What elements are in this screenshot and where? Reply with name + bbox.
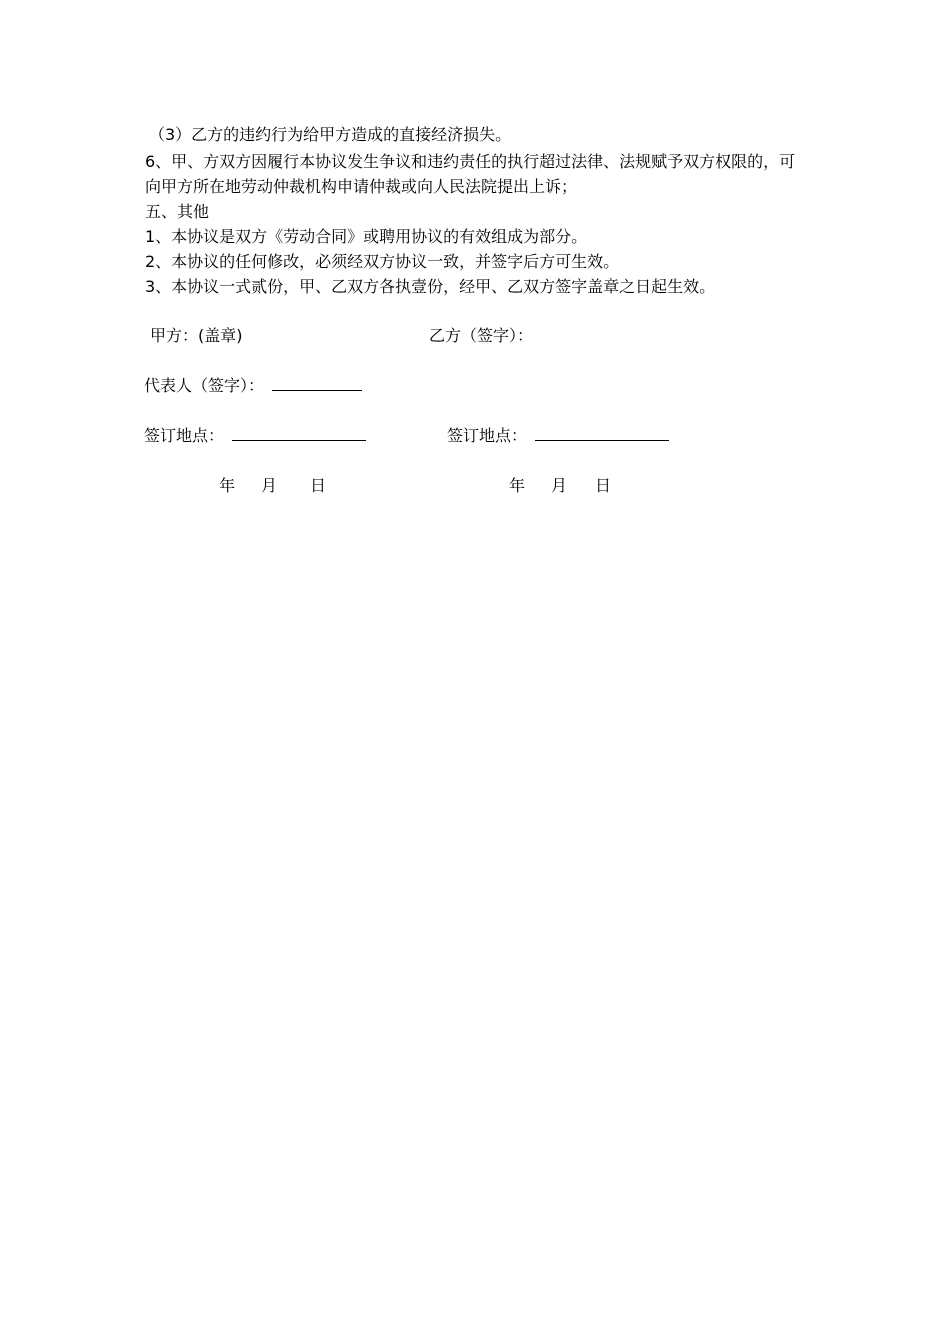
date-a-day: 日 (310, 476, 327, 495)
representative-label: 代表人（签字）： (144, 376, 265, 395)
paragraph-clause-3: （3）乙方的违约行为给甲方造成的直接经济损失。 (149, 125, 512, 144)
date-a-month: 月 (261, 476, 278, 495)
paragraph-dispute-line-1: 6、甲、方双方因履行本协议发生争议和违约责任的执行超过法律、法规赋予双方权限的，可 (145, 152, 796, 171)
place-b-label: 签订地点： (447, 426, 528, 445)
section-heading-other: 五、其他 (145, 202, 210, 221)
party-a-seal-label: 甲方：(盖章) (150, 326, 243, 345)
paragraph-item-2: 2、本协议的任何修改，必须经双方协议一致，并签字后方可生效。 (145, 252, 620, 271)
paragraph-item-1: 1、本协议是双方《劳动合同》或聘用协议的有效组成为部分。 (145, 227, 588, 246)
party-b-sign-label: 乙方（签字）： (429, 326, 534, 345)
place-a-label: 签订地点： (144, 426, 225, 445)
representative-signature-row (144, 374, 362, 398)
place-b-blank (535, 426, 669, 441)
place-a-blank (232, 426, 366, 441)
representative-signature-blank (272, 376, 362, 391)
paragraph-dispute-line-2: 向甲方所在地劳动仲裁机构申请仲裁或向人民法院提出上诉； (145, 177, 578, 196)
date-b-day: 日 (595, 476, 612, 495)
place-a-row (144, 424, 366, 448)
date-a-year: 年 (219, 476, 236, 495)
date-b-month: 月 (551, 476, 568, 495)
paragraph-item-3: 3、本协议一式贰份，甲、乙双方各执壹份，经甲、乙双方签字盖章之日起生效。 (145, 277, 716, 296)
place-b-row (447, 424, 669, 448)
date-b-year: 年 (509, 476, 526, 495)
